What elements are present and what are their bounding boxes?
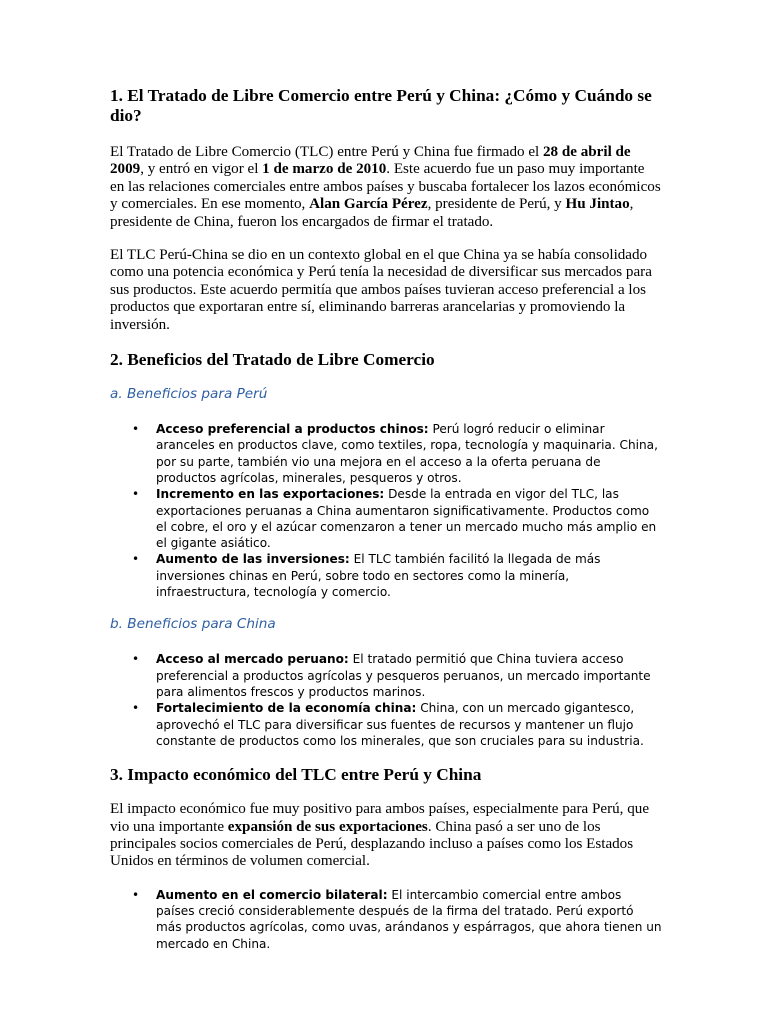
section-1-paragraph-1: El Tratado de Libre Comercio (TLC) entre Perú y China fue firmado el 28 de abril de 2009, y entró en vigor el 1 de marzo de 2010. Este acuerdo fue un paso muy importante en las relaciones comerciales entre ambos países y buscaba fortalecer los lazos económicos y comerciales. En ese momento, Alan García Pérez, presidente de Perú, y Hu Jintao, presidente de China, fueron los encargados de firmar el tratado. bbox=[110, 144, 661, 230]
list-item: • Acceso al mercado peruano: El tratado permitió que China tuviera acceso preferencial a productos agrícolas y pesqueros peruanos, un mercado importante para alimentos frescos y productos marinos. bbox=[132, 652, 651, 699]
subheading-benefits-peru: a. Beneficios para Perú bbox=[110, 386, 268, 403]
benefits-china-list bbox=[110, 651, 662, 749]
section-3-paragraph-1: El impacto económico fue muy positivo para ambos países, especialmente para Perú, que vio una importante expansión de sus exportaciones. China pasó a ser uno de los principales socios comerciales de Perú, desplazando incluso a países como los Estados Unidos en términos de volumen comercial. bbox=[110, 801, 650, 870]
bullet-icon: • bbox=[132, 701, 140, 716]
document-content bbox=[110, 86, 662, 952]
section-3-heading: 3. Impacto económico del TLC entre Perú y China bbox=[110, 765, 482, 785]
bullet-icon: • bbox=[132, 552, 140, 567]
bullet-icon: • bbox=[132, 422, 140, 437]
section-2-heading: 2. Beneficios del Tratado de Libre Comercio bbox=[110, 350, 435, 370]
economic-impact-list bbox=[110, 887, 662, 952]
benefits-peru-list bbox=[110, 421, 662, 600]
bullet-icon: • bbox=[132, 652, 140, 667]
list-item: • Acceso preferencial a productos chinos: Perú logró reducir o eliminar aranceles en productos clave, como textiles, ropa, tecnología y maquinaria. China, por su parte, también vio una mejora en el acceso a la oferta peruana de productos agrícolas, minerales, pesqueros y otros. bbox=[132, 422, 658, 485]
list-item: • Fortalecimiento de la economía china: China, con un mercado gigantesco, aprovechó el TLC para diversificar sus fuentes de recursos y mantener un flujo constante de productos como los minerales, que son cruciales para su industria. bbox=[132, 701, 644, 748]
list-item: • Incremento en las exportaciones: Desde la entrada en vigor del TLC, las exportaciones peruanas a China aumentaron significativamente. Productos como el cobre, el oro y el azúcar comenzaron a tener un mercado mucho más amplio en el gigante asiático. bbox=[132, 487, 657, 551]
section-1-paragraph-2: El TLC Perú-China se dio en un contexto global en el que China ya se había consolidado como una potencia económica y Perú tenía la necesidad de diversificar sus mercados para sus productos. Este acuerdo permitía que ambos países tuvieran acceso preferencial a los productos que exportaran entre sí, eliminando barreras arancelarias y promoviendo la inversión. bbox=[110, 247, 652, 333]
bullet-icon: • bbox=[132, 887, 140, 902]
section-1-heading: 1. El Tratado de Libre Comercio entre Perú y China: ¿Cómo y Cuándo se dio? bbox=[110, 86, 652, 125]
list-item: • Aumento de las inversiones: El TLC también facilitó la llegada de más inversiones chinas en Perú, sobre todo en sectores como la minería, infraestructura, tecnología y comercio. bbox=[132, 552, 601, 600]
subheading-benefits-china: b. Beneficios para China bbox=[110, 616, 276, 633]
list-item: • Aumento en el comercio bilateral: El intercambio comercial entre ambos países creció considerablemente después de la firma del tratado. Perú exportó más productos agrícolas, como uvas, arándanos y espárragos, que ahora tienen un mercado en China. bbox=[132, 887, 662, 951]
bullet-icon: • bbox=[132, 487, 140, 502]
